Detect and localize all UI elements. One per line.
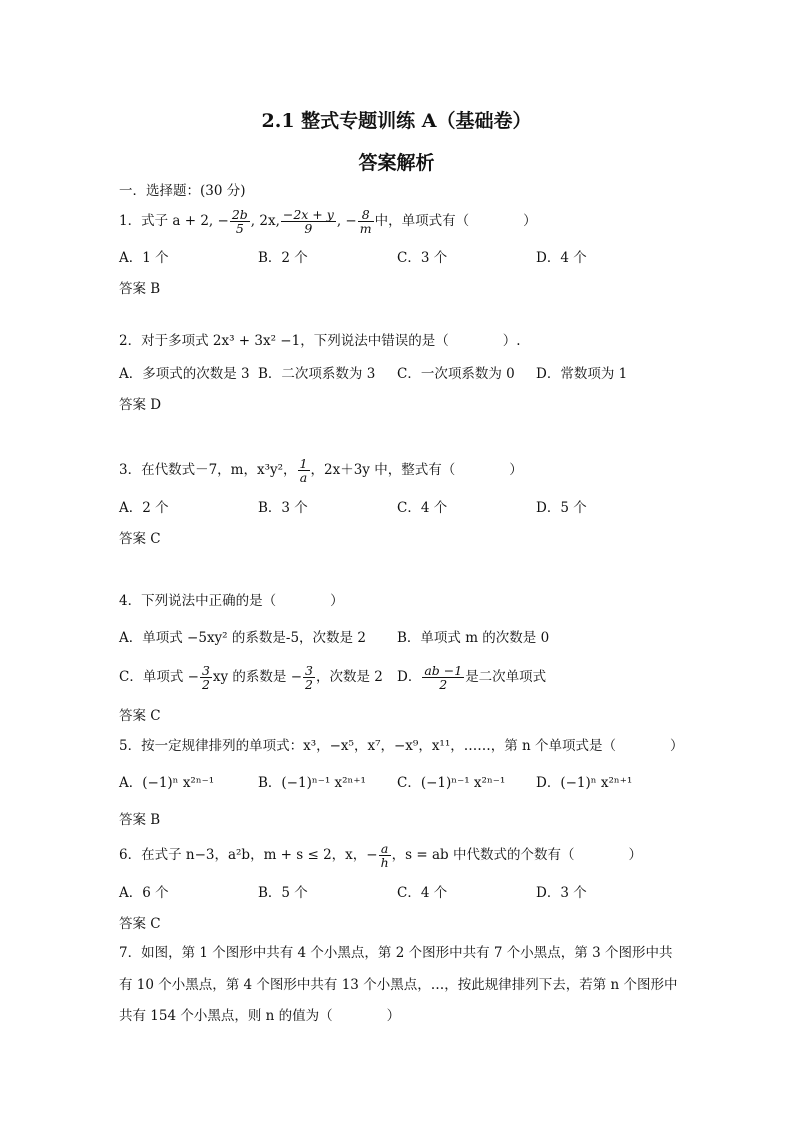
fraction (358, 208, 374, 235)
fraction-denominator: h (380, 855, 389, 870)
question-6-suffix: ，s = ab 中代数式的个数有（ ） (391, 847, 642, 863)
question-1-mid1: , 2x, (250, 213, 280, 229)
fraction-numerator: ab −1 (424, 663, 463, 678)
q3-option-c[interactable]: C．4 个 (397, 500, 448, 516)
fraction (281, 208, 336, 235)
fraction (200, 664, 212, 691)
fraction-numerator: −2x + y (282, 207, 334, 222)
question-6 (119, 840, 642, 870)
question-7-line-2: 有 10 个小黑点，第 4 个图形中共有 13 个小黑点，…，按此规律排列下去，若第 n 个图形中 (119, 977, 678, 993)
q2-option-b[interactable]: B．二次项系数为 3 (258, 366, 376, 382)
fraction-denominator: 2 (439, 677, 448, 692)
question-1-suffix: 中，单项式有（ ） (374, 213, 537, 229)
question-7-line-1: 7．如图，第 1 个图形中共有 4 个小黑点，第 2 个图形中共有 7 个小黑点，第 3 个图形中共 (119, 945, 673, 961)
q4-option-d-prefix: D． (397, 669, 422, 685)
q6-option-c[interactable]: C．4 个 (397, 885, 448, 901)
question-7-line-3: 共有 154 个小黑点，则 n 的值为（ ） (119, 1008, 401, 1024)
q3-option-b[interactable]: B．3 个 (258, 500, 308, 516)
fraction (230, 208, 250, 235)
question-3 (119, 455, 523, 485)
fraction-numerator: a (379, 842, 391, 856)
q5-option-b[interactable]: B．(−1)ⁿ⁻¹ x²ⁿ⁺¹ (258, 775, 366, 791)
fraction-denominator: 9 (304, 221, 313, 236)
q5-option-d[interactable]: D．(−1)ⁿ x²ⁿ⁺¹ (536, 775, 633, 791)
q2-option-c[interactable]: C．一次项系数为 0 (397, 366, 515, 382)
question-1-mid2: , − (336, 213, 357, 229)
q4-option-c-mid: xy 的系数是 − (212, 669, 303, 685)
q3-option-d[interactable]: D．5 个 (536, 500, 587, 516)
q3-answer: 答案 C (119, 531, 161, 547)
q6-option-b[interactable]: B．5 个 (258, 885, 308, 901)
question-1 (119, 206, 537, 236)
fraction-numerator: 8 (358, 208, 374, 222)
q6-option-d[interactable]: D．3 个 (536, 885, 587, 901)
fraction-numerator: 1 (299, 456, 308, 471)
fraction-numerator: 3 (201, 663, 210, 678)
question-4: 4．下列说法中正确的是（ ） (119, 593, 344, 609)
document-title: 2.1 整式专题训练 A（基础卷） (261, 110, 532, 132)
q1-option-b[interactable]: B．2 个 (258, 250, 308, 266)
question-5: 5．按一定规律排列的单项式：x³，−x⁵，x⁷，−x⁹，x¹¹，……，第 n 个单项式是（ ） (119, 738, 684, 754)
q1-option-c[interactable]: C．3 个 (397, 250, 448, 266)
fraction-denominator: 2 (305, 677, 313, 692)
fraction (298, 457, 310, 484)
fraction-denominator: 5 (235, 221, 244, 236)
question-6-prefix: 6．在式子 n−3，a²b，m + s ≤ 2，x，− (119, 847, 378, 863)
q4-answer: 答案 C (119, 708, 161, 724)
q6-answer: 答案 C (119, 916, 161, 932)
q1-option-d[interactable]: D．4 个 (536, 250, 587, 266)
question-2: 2．对于多项式 2x³ + 3x² −1，下列说法中错误的是（ ）. (119, 333, 521, 349)
q1-answer: 答案 B (119, 281, 161, 297)
document-subtitle: 答案解析 (358, 152, 435, 174)
q2-option-d[interactable]: D．常数项为 1 (536, 366, 628, 382)
fraction-denominator: 2 (201, 677, 210, 692)
q5-answer: 答案 B (119, 812, 161, 828)
fraction-denominator: a (299, 470, 308, 485)
q4-option-c-prefix: C．单项式 − (119, 669, 199, 685)
q3-option-a[interactable]: A．2 个 (119, 500, 169, 516)
fraction-numerator: 2b (231, 207, 248, 222)
question-1-prefix: 1．式子 a + 2, − (119, 213, 229, 229)
q4-option-d-suffix: 是二次单项式 (465, 669, 547, 685)
fraction-denominator: m (359, 221, 372, 236)
q4-option-b[interactable]: B．单项式 m 的次数是 0 (397, 630, 550, 646)
q4-option-a[interactable]: A．单项式 −5xy² 的系数是-5，次数是 2 (119, 630, 366, 646)
fraction (303, 664, 315, 691)
q5-option-a[interactable]: A．(−1)ⁿ x²ⁿ⁻¹ (119, 775, 215, 791)
question-3-prefix: 3．在代数式－7，m，x³y²， (119, 462, 297, 478)
q2-answer: 答案 D (119, 397, 162, 413)
q6-option-a[interactable]: A．6 个 (119, 885, 169, 901)
q5-option-c[interactable]: C．(−1)ⁿ⁻¹ x²ⁿ⁻¹ (397, 775, 506, 791)
q4-option-c[interactable] (119, 662, 383, 692)
q4-option-c-suffix: ，次数是 2 (315, 669, 383, 685)
q1-option-a[interactable]: A．1 个 (119, 250, 169, 266)
q4-option-d[interactable] (397, 662, 546, 692)
question-3-suffix: ，2x＋3y 中，整式有（ ） (310, 462, 523, 478)
fraction-numerator: 3 (305, 663, 313, 678)
fraction (379, 842, 391, 869)
q2-option-a[interactable]: A．多项式的次数是 3 (119, 366, 250, 382)
fraction (422, 664, 464, 691)
section-heading: 一．选择题：(30 分) (119, 183, 246, 199)
